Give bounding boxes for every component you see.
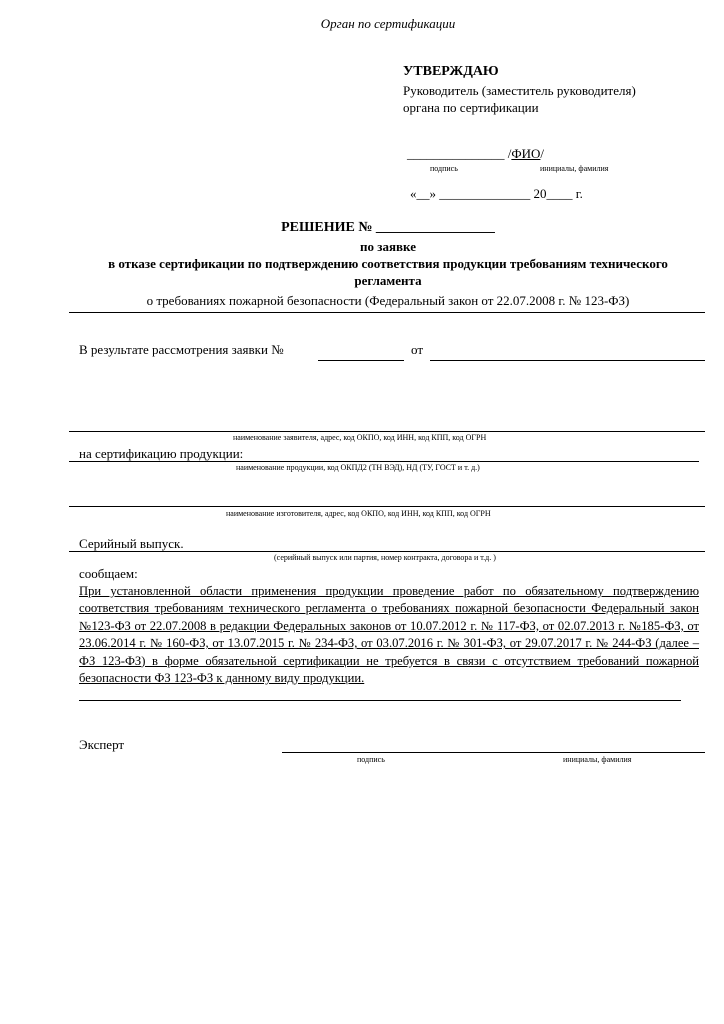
approval-title: УТВЕРЖДАЮ xyxy=(403,64,499,79)
slash-open: / xyxy=(507,146,512,161)
approval-position-line: Руководитель (заместитель руководителя) xyxy=(403,83,636,98)
expert-initials-caption: инициалы, фамилия xyxy=(563,755,632,764)
approval-initials-caption: инициалы, фамилия xyxy=(540,164,609,173)
expert-signature-line xyxy=(282,752,705,753)
product-caption: наименование продукции, код ОКПД2 (ТН ВЭД), НД (ТУ, ГОСТ и т. д.) xyxy=(236,463,480,472)
approval-org-line: органа по сертификации xyxy=(403,100,539,115)
decision-line-regulation: регламента xyxy=(354,273,422,288)
decision-title: РЕШЕНИЕ № _________________ xyxy=(281,220,495,235)
manufacturer-caption: наименование изготовителя, адрес, код ОКПО, код ИНН, код КПП, код ОГРН xyxy=(226,509,491,518)
applicant-line xyxy=(69,431,705,432)
approval-signature-blank: _______________ xyxy=(407,146,505,161)
approval-signature-row xyxy=(407,146,544,162)
serial-line xyxy=(69,551,705,552)
application-date-line xyxy=(430,360,705,361)
expert-signature-caption: подпись xyxy=(357,755,385,764)
decision-line-application: по заявке xyxy=(360,239,416,254)
expert-label: Эксперт xyxy=(79,737,125,752)
slash-close: / xyxy=(540,146,545,161)
decision-body-content: При установленной области применения продукции проведение работ по обязательному подтверждению соответствия требованиям технического регламента о требованиях пожарной безопасности Федеральный закон №123-ФЗ от 22.07.2008 в редакции Федеральных законов от 10.07.2012 г. № 117-ФЗ, от 02.07.2013 г. №185-ФЗ, от 23.06.2014 г. № 160-ФЗ, от 13.07.2015 г. № 234-ФЗ, от 03.07.2016 г. № 301-ФЗ, от 29.07.2017 г. № 244-ФЗ (далее – ФЗ 123-ФЗ) в форме обязательной сертификации не требуется в связи с отсутствием требований пожарной безопасности ФЗ 123-ФЗ к данному виду продукции. xyxy=(79,584,699,686)
decision-line-refusal: в отказе сертификации по подтверждению соответствия продукции требованиям технического xyxy=(108,256,668,271)
certification-body-header: Орган по сертификации xyxy=(320,16,456,31)
application-number-label: В результате рассмотрения заявки № xyxy=(79,342,284,357)
manufacturer-line xyxy=(69,506,705,507)
approval-signature-caption: подпись xyxy=(430,164,458,173)
application-from-label: от xyxy=(411,342,424,357)
serial-label: Серийный выпуск. xyxy=(79,536,184,551)
body-end-line xyxy=(79,700,681,701)
product-line xyxy=(69,461,699,462)
section-divider xyxy=(69,312,705,313)
applicant-caption: наименование заявителя, адрес, код ОКПО, код ИНН, код КПП, код ОГРН xyxy=(233,433,487,442)
decision-body-text xyxy=(79,583,699,687)
product-label: на сертификацию продукции: xyxy=(79,446,244,461)
application-number-line xyxy=(318,360,404,361)
approval-date-line: «__» ______________ 20____ г. xyxy=(410,186,583,201)
report-label: сообщаем: xyxy=(79,566,138,581)
approval-fio: ФИО xyxy=(511,146,541,161)
decision-line-law: о требованиях пожарной безопасности (Федеральный закон от 22.07.2008 г. № 123-ФЗ) xyxy=(146,293,630,308)
serial-caption: (серийный выпуск или партия, номер контракта, договора и т.д. ) xyxy=(274,553,496,562)
